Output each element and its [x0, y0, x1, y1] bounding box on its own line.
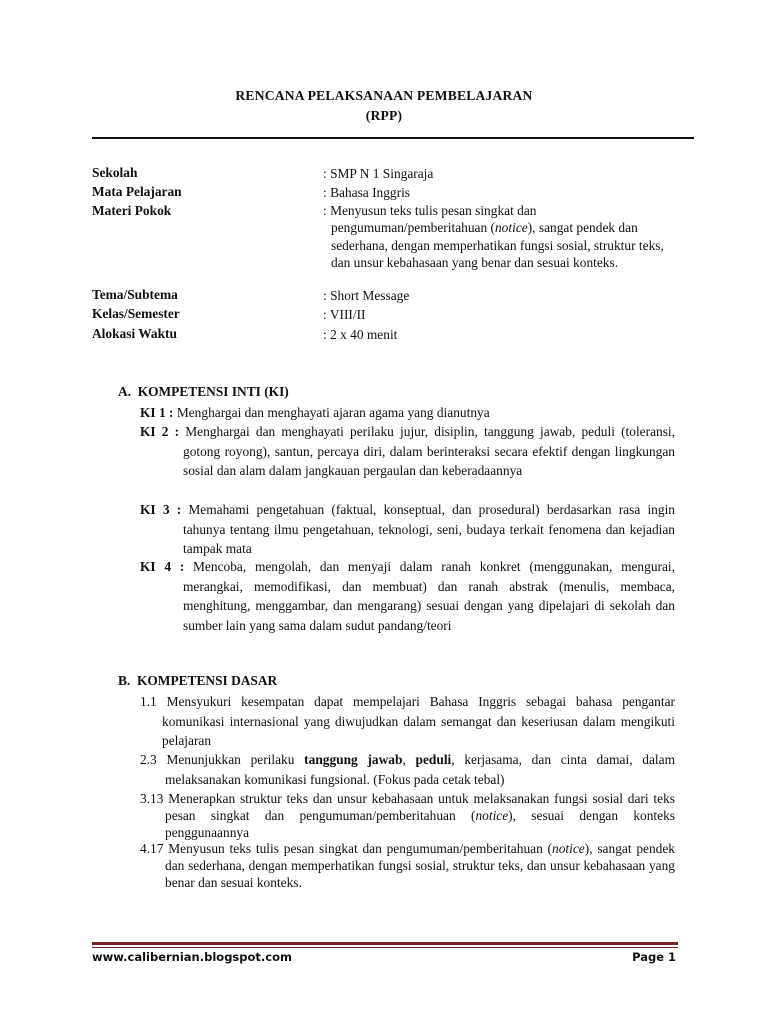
value-tema-subtema: : Short Message: [323, 288, 410, 303]
kd-2-3-bold-peduli: peduli: [415, 752, 452, 767]
footer-rule-thick: [92, 942, 678, 945]
ki-3-code: KI 3 :: [140, 502, 182, 517]
kd-2-3-bold-tanggung-jawab: tanggung jawab: [304, 752, 403, 767]
value-alokasi-waktu: : 2 x 40 menit: [323, 327, 398, 342]
ki-2-text: Menghargai dan menghayati perilaku jujur, disiplin, tanggung jawab, peduli (toleransi, gotong royong), santun, percaya diri, dalam berinteraksi secara efektif dengan lingkungan sosial dan alam dalam jangkauan pergaulan dan keberadaannya: [179, 424, 675, 478]
ki-2: [140, 422, 675, 481]
section-b-heading: B. KOMPETENSI DASAR: [118, 673, 278, 688]
ki-3: [140, 500, 675, 559]
section-a-heading: A. KOMPETENSI INTI (KI): [118, 384, 289, 399]
value-kelas-semester: : VIII/II: [323, 307, 366, 322]
value-sekolah: : SMP N 1 Singaraja: [323, 166, 434, 181]
kd-4-17: 4.17 Menyusun teks tulis pesan singkat dan pengumuman/pemberitahuan (notice), sangat pendek dan sederhana, dengan memperhatikan fungsi sosial, struktur teks, dan unsur kebahasaan yang benar dan sesuai konteks.: [140, 841, 676, 890]
ki-1: [140, 403, 675, 423]
ki-1-text: Menghargai dan menghayati ajaran agama yang dianutnya: [173, 405, 490, 420]
label-alokasi-waktu: Alokasi Waktu: [92, 326, 177, 341]
label-materi-pokok: Materi Pokok: [92, 203, 172, 218]
footer-page-number: Page 1: [632, 950, 676, 964]
ki-4-code: KI 4 :: [140, 559, 185, 574]
ki-1-code: KI 1 :: [140, 405, 174, 420]
label-kelas-semester: Kelas/Semester: [92, 306, 180, 321]
footer-url: www.calibernian.blogspot.com: [92, 950, 292, 964]
document-subtitle: (RPP): [365, 108, 403, 123]
kd-3-13: 3.13 Menerapkan struktur teks dan unsur kebahasaan untuk melaksanakan fungsi sosial dari teks pesan singkat dan pengumuman/pemberitahuan (notice), sesuai dengan konteks penggunaannya: [140, 791, 676, 840]
ki-4: [140, 557, 675, 635]
title-divider: [92, 137, 694, 139]
ki-3-text: Memahami pengetahuan (faktual, konseptual, dan prosedural) berdasarkan rasa ingin tahunya tentang ilmu pengetahuan, teknologi, seni, budaya terkait fenomena dan kejadian tampak mata: [181, 502, 675, 556]
footer-rule-thin: [92, 947, 678, 948]
value-materi-pokok: : Menyusun teks tulis pesan singkat dan pengumuman/pemberitahuan (notice), sangat pendek dan sederhana, dengan memperhatikan fungsi sosial, struktur teks, dan unsur kebahasaan yang benar dan sesuai konteks.: [323, 203, 664, 271]
label-mata-pelajaran: Mata Pelajaran: [92, 184, 182, 199]
document-title: RENCANA PELAKSANAAN PEMBELAJARAN: [235, 88, 533, 103]
value-mata-pelajaran: : Bahasa Inggris: [323, 185, 411, 200]
label-sekolah: Sekolah: [92, 165, 138, 180]
ki-2-code: KI 2 :: [140, 424, 180, 439]
kd-1-1: 1.1 Mensyukuri kesempatan dapat mempelajari Bahasa Inggris sebagai bahasa pengantar komunikasi internasional yang diwujudkan dalam semangat dan keseriusan dalam mengikuti pelajaran: [140, 694, 675, 748]
ki-4-text: Mencoba, mengolah, dan menyaji dalam ranah konkret (menggunakan, mengurai, merangkai, memodifikasi, dan membuat) dan ranah abstrak (menulis, membaca, menghitung, menggambar, dan mengarang) sesuai dengan yang dipelajari di sekolah dan sumber lain yang sama dalam sudut pandang/teori: [183, 559, 675, 633]
kd-2-3: 2.3 Menunjukkan perilaku tanggung jawab, peduli, kerjasama, dan cinta damai, dalam melaksanakan komunikasi fungsional. (Fokus pada cetak tebal): [140, 752, 675, 787]
label-tema-subtema: Tema/Subtema: [92, 287, 178, 302]
